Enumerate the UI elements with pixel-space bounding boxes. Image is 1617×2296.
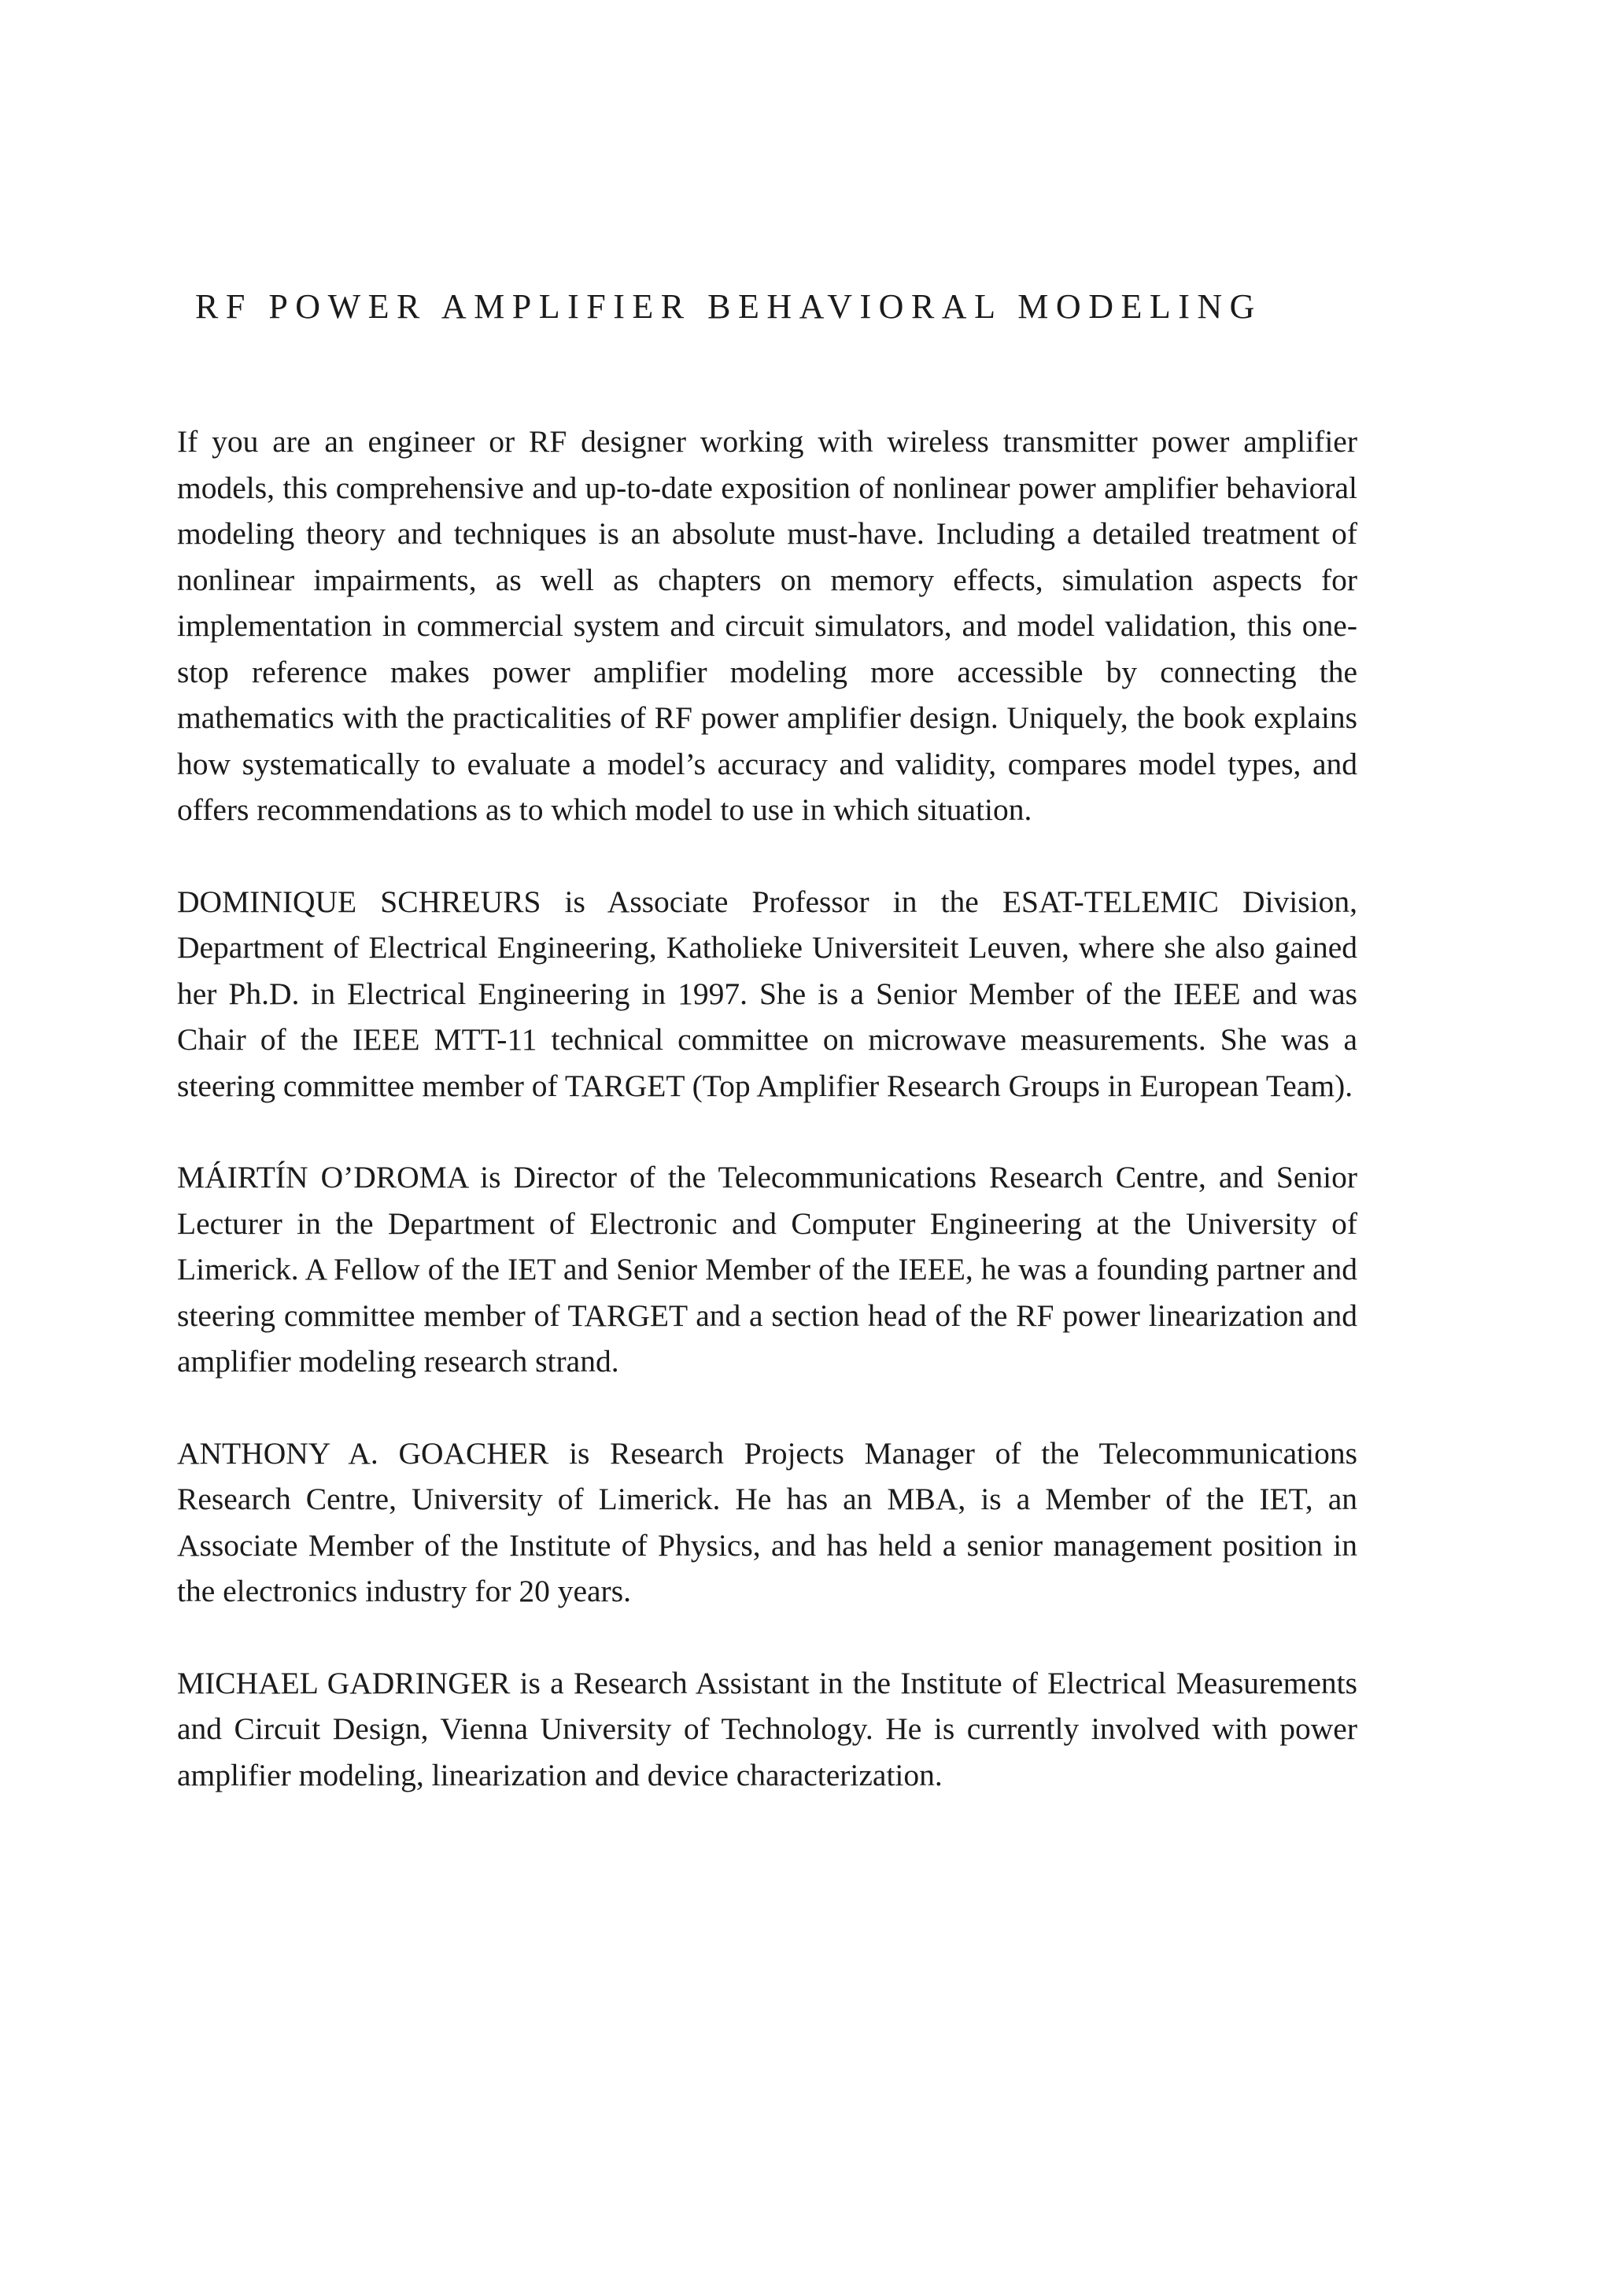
book-title: RF POWER AMPLIFIER BEHAVIORAL MODELING bbox=[195, 287, 1262, 326]
author-bio-gadringer: MICHAEL GADRINGER is a Research Assistant in the Institute of Electrical Measurements and Circuit Design, Vienna University of Technology. He is currently involved with power amplifier modeling, linearization and device characterization. bbox=[177, 1665, 1357, 1792]
cover-text-body bbox=[177, 419, 1357, 1844]
author-bio-schreurs: DOMINIQUE SCHREURS is Associate Professor in the ESAT-TELEMIC Division, Department of Electrical Engineering, Katholieke Universiteit Leuven, where she also gained her Ph.D. in Electrical Engineering in 1997. She is a Senior Member of the IEEE and was Chair of the IEEE MTT-11 technical committee on microwave measurements. She was a steering committee member of TARGET (Top Amplifier Research Groups in European Team). bbox=[177, 884, 1357, 1103]
author-bio-goacher: ANTHONY A. GOACHER is Research Projects Manager of the Telecommunications Research Centre, University of Limerick. He has an MBA, is a Member of the IET, an Associate Member of the Institute of Physics, and has held a senior management position in the electronics industry for 20 years. bbox=[177, 1435, 1357, 1608]
book-description-paragraph: If you are an engineer or RF designer working with wireless transmitter power amplifier models, this comprehensive and up-to-date exposition of nonlinear power amplifier behavioral modeling theory and techniques is an absolute must-have. Including a detailed treatment of nonlinear impairments, as well as chapters on memory effects, simulation aspects for implementation in commercial system and circuit simulators, and model validation, this one-stop reference makes power amplifier modeling more accessible by connecting the mathematics with the practicalities of RF power amplifier design. Uniquely, the book explains how systematically to evaluate a model’s accuracy and validity, compares model types, and offers recommendations as to which model to use in which situation. bbox=[177, 424, 1357, 827]
author-bio-odroma: MÁIRTÍN O’DROMA is Director of the Telecommunications Research Centre, and Senior Lecturer in the Department of Electronic and Computer Engineering at the University of Limerick. A Fellow of the IET and Senior Member of the IEEE, he was a founding partner and steering committee member of TARGET and a section head of the RF power linearization and amplifier modeling research strand. bbox=[177, 1160, 1357, 1379]
